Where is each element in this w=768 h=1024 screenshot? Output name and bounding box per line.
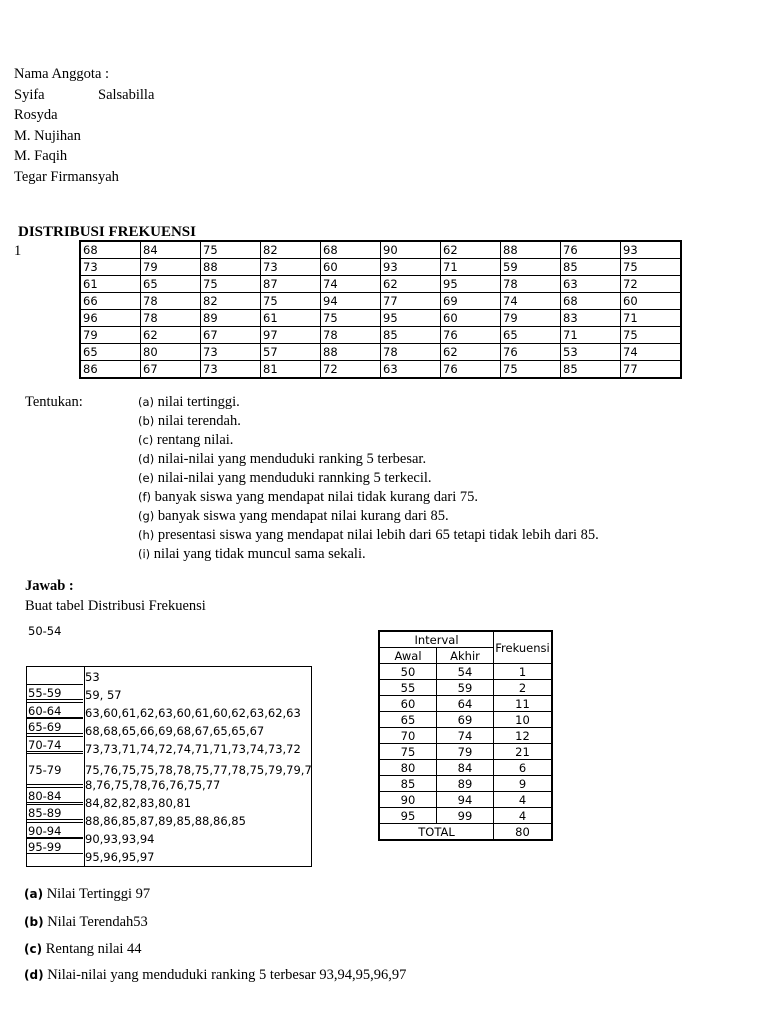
- tally-label: 60-64: [27, 702, 83, 718]
- score-cell: 84: [141, 241, 201, 259]
- frequency: 2: [494, 680, 553, 696]
- scores-row: [80, 327, 681, 344]
- header-frekuensi: Frekuensi: [494, 631, 553, 664]
- member-line: [14, 167, 154, 188]
- score-cell: 73: [201, 361, 261, 379]
- tally-label: 75-79: [27, 753, 83, 785]
- score-cell: 73: [80, 259, 141, 276]
- frequency: 10: [494, 712, 553, 728]
- task-letter: (i): [138, 547, 151, 561]
- task-text: presentasi siswa yang mendapat nilai lebih dari 65 tetapi tidak lebih dari 85.: [154, 527, 599, 543]
- interval-start: 55: [379, 680, 437, 696]
- freq-row: [379, 776, 552, 792]
- interval-start: 70: [379, 728, 437, 744]
- score-cell: 60: [321, 259, 381, 276]
- tally-label: 90-94: [27, 822, 83, 838]
- score-cell: 71: [441, 259, 501, 276]
- score-cell: 80: [141, 344, 201, 361]
- score-cell: 61: [80, 276, 141, 293]
- score-cell: 88: [501, 241, 561, 259]
- tally-first-label: 50-54: [28, 624, 62, 638]
- interval-end: 79: [437, 744, 494, 760]
- member-line: [14, 146, 154, 167]
- score-cell: 88: [321, 344, 381, 361]
- score-cell: 65: [80, 344, 141, 361]
- answer-label: (d): [24, 968, 44, 982]
- interval-end: 54: [437, 664, 494, 680]
- score-cell: 95: [381, 310, 441, 327]
- score-cell: 75: [201, 241, 261, 259]
- score-cell: 88: [201, 259, 261, 276]
- score-cell: 76: [561, 241, 621, 259]
- total-value: 80: [494, 824, 553, 841]
- interval-start: 65: [379, 712, 437, 728]
- tally-label: 70-74: [27, 736, 83, 752]
- score-cell: 82: [261, 241, 321, 259]
- answer-text: Nilai Tertinggi 97: [43, 886, 151, 902]
- score-cell: 87: [261, 276, 321, 293]
- member-name: Rosyda: [14, 107, 58, 123]
- score-cell: 72: [321, 361, 381, 379]
- scores-row: [80, 259, 681, 276]
- task-item: [138, 506, 599, 525]
- scores-table: [79, 240, 682, 379]
- score-cell: 85: [561, 259, 621, 276]
- score-cell: 60: [621, 293, 682, 310]
- task-text: rentang nilai.: [153, 432, 234, 448]
- task-list: [138, 392, 599, 563]
- member-name: Tegar Firmansyah: [14, 168, 119, 185]
- score-cell: 75: [621, 327, 682, 344]
- score-cell: 62: [441, 241, 501, 259]
- score-cell: 78: [141, 310, 201, 327]
- answer-text: Nilai Terendah53: [43, 914, 148, 930]
- score-cell: 75: [501, 361, 561, 379]
- tentukan-label: Tentukan:: [25, 394, 83, 410]
- section-title: DISTRIBUSI FREKUENSI: [18, 224, 196, 240]
- scores-row: [80, 310, 681, 327]
- score-cell: 76: [441, 327, 501, 344]
- task-letter: (b): [138, 414, 155, 428]
- answer-text: Nilai-nilai yang menduduki ranking 5 terbesar 93,94,95,96,97: [43, 967, 407, 983]
- task-item: [138, 487, 599, 506]
- freq-row: [379, 664, 552, 680]
- task-item: [138, 544, 599, 563]
- tally-values: 90,93,93,94: [85, 832, 155, 846]
- task-item: [138, 411, 599, 430]
- score-cell: 76: [441, 361, 501, 379]
- interval-end: 59: [437, 680, 494, 696]
- member-name: Syifa: [14, 86, 45, 103]
- score-cell: 66: [80, 293, 141, 310]
- score-cell: 77: [381, 293, 441, 310]
- interval-end: 89: [437, 776, 494, 792]
- freq-row: [379, 744, 552, 760]
- score-cell: 68: [321, 241, 381, 259]
- score-cell: 71: [561, 327, 621, 344]
- score-cell: 74: [321, 276, 381, 293]
- score-cell: 69: [441, 293, 501, 310]
- tally-label: 80-84: [27, 787, 83, 803]
- score-cell: 79: [141, 259, 201, 276]
- score-cell: 81: [261, 361, 321, 379]
- freq-row: [379, 792, 552, 808]
- score-cell: 77: [621, 361, 682, 379]
- task-text: nilai-nilai yang menduduki ranking 5 terbesar.: [154, 451, 427, 467]
- score-cell: 53: [561, 344, 621, 361]
- score-cell: 59: [501, 259, 561, 276]
- score-cell: 67: [201, 327, 261, 344]
- interval-start: 75: [379, 744, 437, 760]
- score-cell: 86: [80, 361, 141, 379]
- score-cell: 68: [561, 293, 621, 310]
- tally-values: 59, 57: [85, 688, 122, 702]
- task-letter: (h): [138, 528, 155, 542]
- score-cell: 93: [381, 259, 441, 276]
- answer-line: [24, 884, 150, 904]
- answer-text: Rentang nilai 44: [42, 941, 142, 957]
- score-cell: 85: [561, 361, 621, 379]
- header-awal: Awal: [379, 648, 437, 664]
- score-cell: 93: [621, 241, 682, 259]
- scores-row: [80, 293, 681, 310]
- answer-label: (c): [24, 942, 43, 956]
- score-cell: 75: [261, 293, 321, 310]
- total-label: TOTAL: [379, 824, 494, 841]
- score-cell: 94: [321, 293, 381, 310]
- members-title: Nama Anggota :: [14, 66, 110, 82]
- score-cell: 96: [80, 310, 141, 327]
- task-item: [138, 430, 599, 449]
- score-cell: 78: [381, 344, 441, 361]
- jawab-subtitle: Buat tabel Distribusi Frekuensi: [25, 598, 206, 614]
- score-cell: 71: [621, 310, 682, 327]
- interval-end: 99: [437, 808, 494, 824]
- tally-values: 68,68,65,66,69,68,67,65,65,67: [85, 724, 265, 738]
- task-text: nilai tertinggi.: [154, 394, 240, 410]
- score-cell: 72: [621, 276, 682, 293]
- score-cell: 78: [141, 293, 201, 310]
- frequency: 4: [494, 808, 553, 824]
- header-interval: Interval: [379, 631, 494, 648]
- freq-row: [379, 680, 552, 696]
- scores-row: [80, 361, 681, 379]
- frequency: 1: [494, 664, 553, 680]
- tally-values: 84,82,82,83,80,81: [85, 796, 192, 810]
- interval-start: 90: [379, 792, 437, 808]
- frequency: 4: [494, 792, 553, 808]
- tally-values: 73,73,71,74,72,74,71,71,73,74,73,72: [85, 742, 301, 756]
- score-cell: 78: [501, 276, 561, 293]
- answer-label: (a): [24, 887, 44, 901]
- frequency-table: [378, 630, 553, 841]
- score-cell: 62: [441, 344, 501, 361]
- freq-row: [379, 760, 552, 776]
- score-cell: 63: [561, 276, 621, 293]
- score-cell: 61: [261, 310, 321, 327]
- interval-end: 84: [437, 760, 494, 776]
- interval-end: 94: [437, 792, 494, 808]
- frequency: 9: [494, 776, 553, 792]
- answer-label: (b): [24, 915, 44, 929]
- answer-line: [24, 965, 406, 985]
- tally-values: 88,86,85,87,89,85,88,86,85: [85, 814, 246, 828]
- task-text: nilai yang tidak muncul sama sekali.: [150, 546, 366, 562]
- score-cell: 62: [381, 276, 441, 293]
- tally-values: 53: [85, 670, 100, 684]
- member-line: [14, 105, 154, 126]
- task-letter: (e): [138, 471, 155, 485]
- task-text: banyak siswa yang mendapat nilai kurang dari 85.: [154, 508, 449, 524]
- task-text: banyak siswa yang mendapat nilai tidak kurang dari 75.: [151, 489, 478, 505]
- task-item: [138, 525, 599, 544]
- scores-row: [80, 344, 681, 361]
- tally-values: 63,60,61,62,63,60,61,60,62,63,62,63: [85, 706, 301, 720]
- score-cell: 57: [261, 344, 321, 361]
- tally-values: 95,96,95,97: [85, 850, 155, 864]
- answer-line: [24, 912, 148, 932]
- interval-start: 95: [379, 808, 437, 824]
- frequency: 6: [494, 760, 553, 776]
- jawab-title: Jawab :: [25, 578, 74, 594]
- freq-row: [379, 808, 552, 824]
- score-cell: 75: [621, 259, 682, 276]
- member-line: [14, 126, 154, 147]
- tally-label: 65-69: [27, 718, 83, 734]
- tally-values: 75,76,75,75,78,78,75,77,78,75,79,79,7: [85, 763, 312, 777]
- interval-end: 64: [437, 696, 494, 712]
- score-cell: 79: [501, 310, 561, 327]
- scores-row: [80, 241, 681, 259]
- score-cell: 67: [141, 361, 201, 379]
- task-item: [138, 392, 599, 411]
- score-cell: 63: [381, 361, 441, 379]
- interval-end: 74: [437, 728, 494, 744]
- score-cell: 95: [441, 276, 501, 293]
- score-cell: 73: [261, 259, 321, 276]
- tally-table: [26, 666, 312, 867]
- score-cell: 60: [441, 310, 501, 327]
- task-text: nilai terendah.: [154, 413, 241, 429]
- scores-row: [80, 276, 681, 293]
- problem-number: 1: [14, 243, 22, 259]
- freq-row: [379, 712, 552, 728]
- frequency: 21: [494, 744, 553, 760]
- score-cell: 89: [201, 310, 261, 327]
- task-letter: (a): [138, 395, 155, 409]
- score-cell: 74: [501, 293, 561, 310]
- header-akhir: Akhir: [437, 648, 494, 664]
- score-cell: 62: [141, 327, 201, 344]
- task-text: nilai-nilai yang menduduki rannking 5 terkecil.: [154, 470, 432, 486]
- task-item: [138, 468, 599, 487]
- score-cell: 97: [261, 327, 321, 344]
- tally-label: 85-89: [27, 804, 83, 820]
- score-cell: 85: [381, 327, 441, 344]
- task-letter: (f): [138, 490, 152, 504]
- interval-end: 69: [437, 712, 494, 728]
- score-cell: 76: [501, 344, 561, 361]
- member-name: M. Faqih: [14, 148, 68, 164]
- score-cell: 75: [321, 310, 381, 327]
- interval-start: 85: [379, 776, 437, 792]
- score-cell: 65: [501, 327, 561, 344]
- tally-values: 8,76,75,78,76,76,75,77: [85, 778, 221, 792]
- score-cell: 65: [141, 276, 201, 293]
- task-letter: (d): [138, 452, 155, 466]
- score-cell: 79: [80, 327, 141, 344]
- score-cell: 73: [201, 344, 261, 361]
- answer-line: [24, 939, 142, 959]
- score-cell: 78: [321, 327, 381, 344]
- member-name-second: Salsabilla: [98, 86, 155, 103]
- score-cell: 74: [621, 344, 682, 361]
- tally-label: 55-59: [27, 684, 83, 700]
- interval-start: 50: [379, 664, 437, 680]
- freq-row: [379, 728, 552, 744]
- score-cell: 82: [201, 293, 261, 310]
- frequency: 11: [494, 696, 553, 712]
- freq-row: [379, 696, 552, 712]
- task-letter: (g): [138, 509, 155, 523]
- interval-start: 60: [379, 696, 437, 712]
- score-cell: 83: [561, 310, 621, 327]
- member-list: [14, 64, 154, 187]
- score-cell: 68: [80, 241, 141, 259]
- member-line: [14, 85, 154, 106]
- tally-label: 95-99: [27, 838, 83, 854]
- member-name: M. Nujihan: [14, 127, 81, 144]
- member-lines: [14, 85, 154, 188]
- tally-label-column: [27, 667, 85, 866]
- task-item: [138, 449, 599, 468]
- score-cell: 75: [201, 276, 261, 293]
- score-cell: 90: [381, 241, 441, 259]
- frequency: 12: [494, 728, 553, 744]
- interval-start: 80: [379, 760, 437, 776]
- task-letter: (c): [138, 433, 154, 447]
